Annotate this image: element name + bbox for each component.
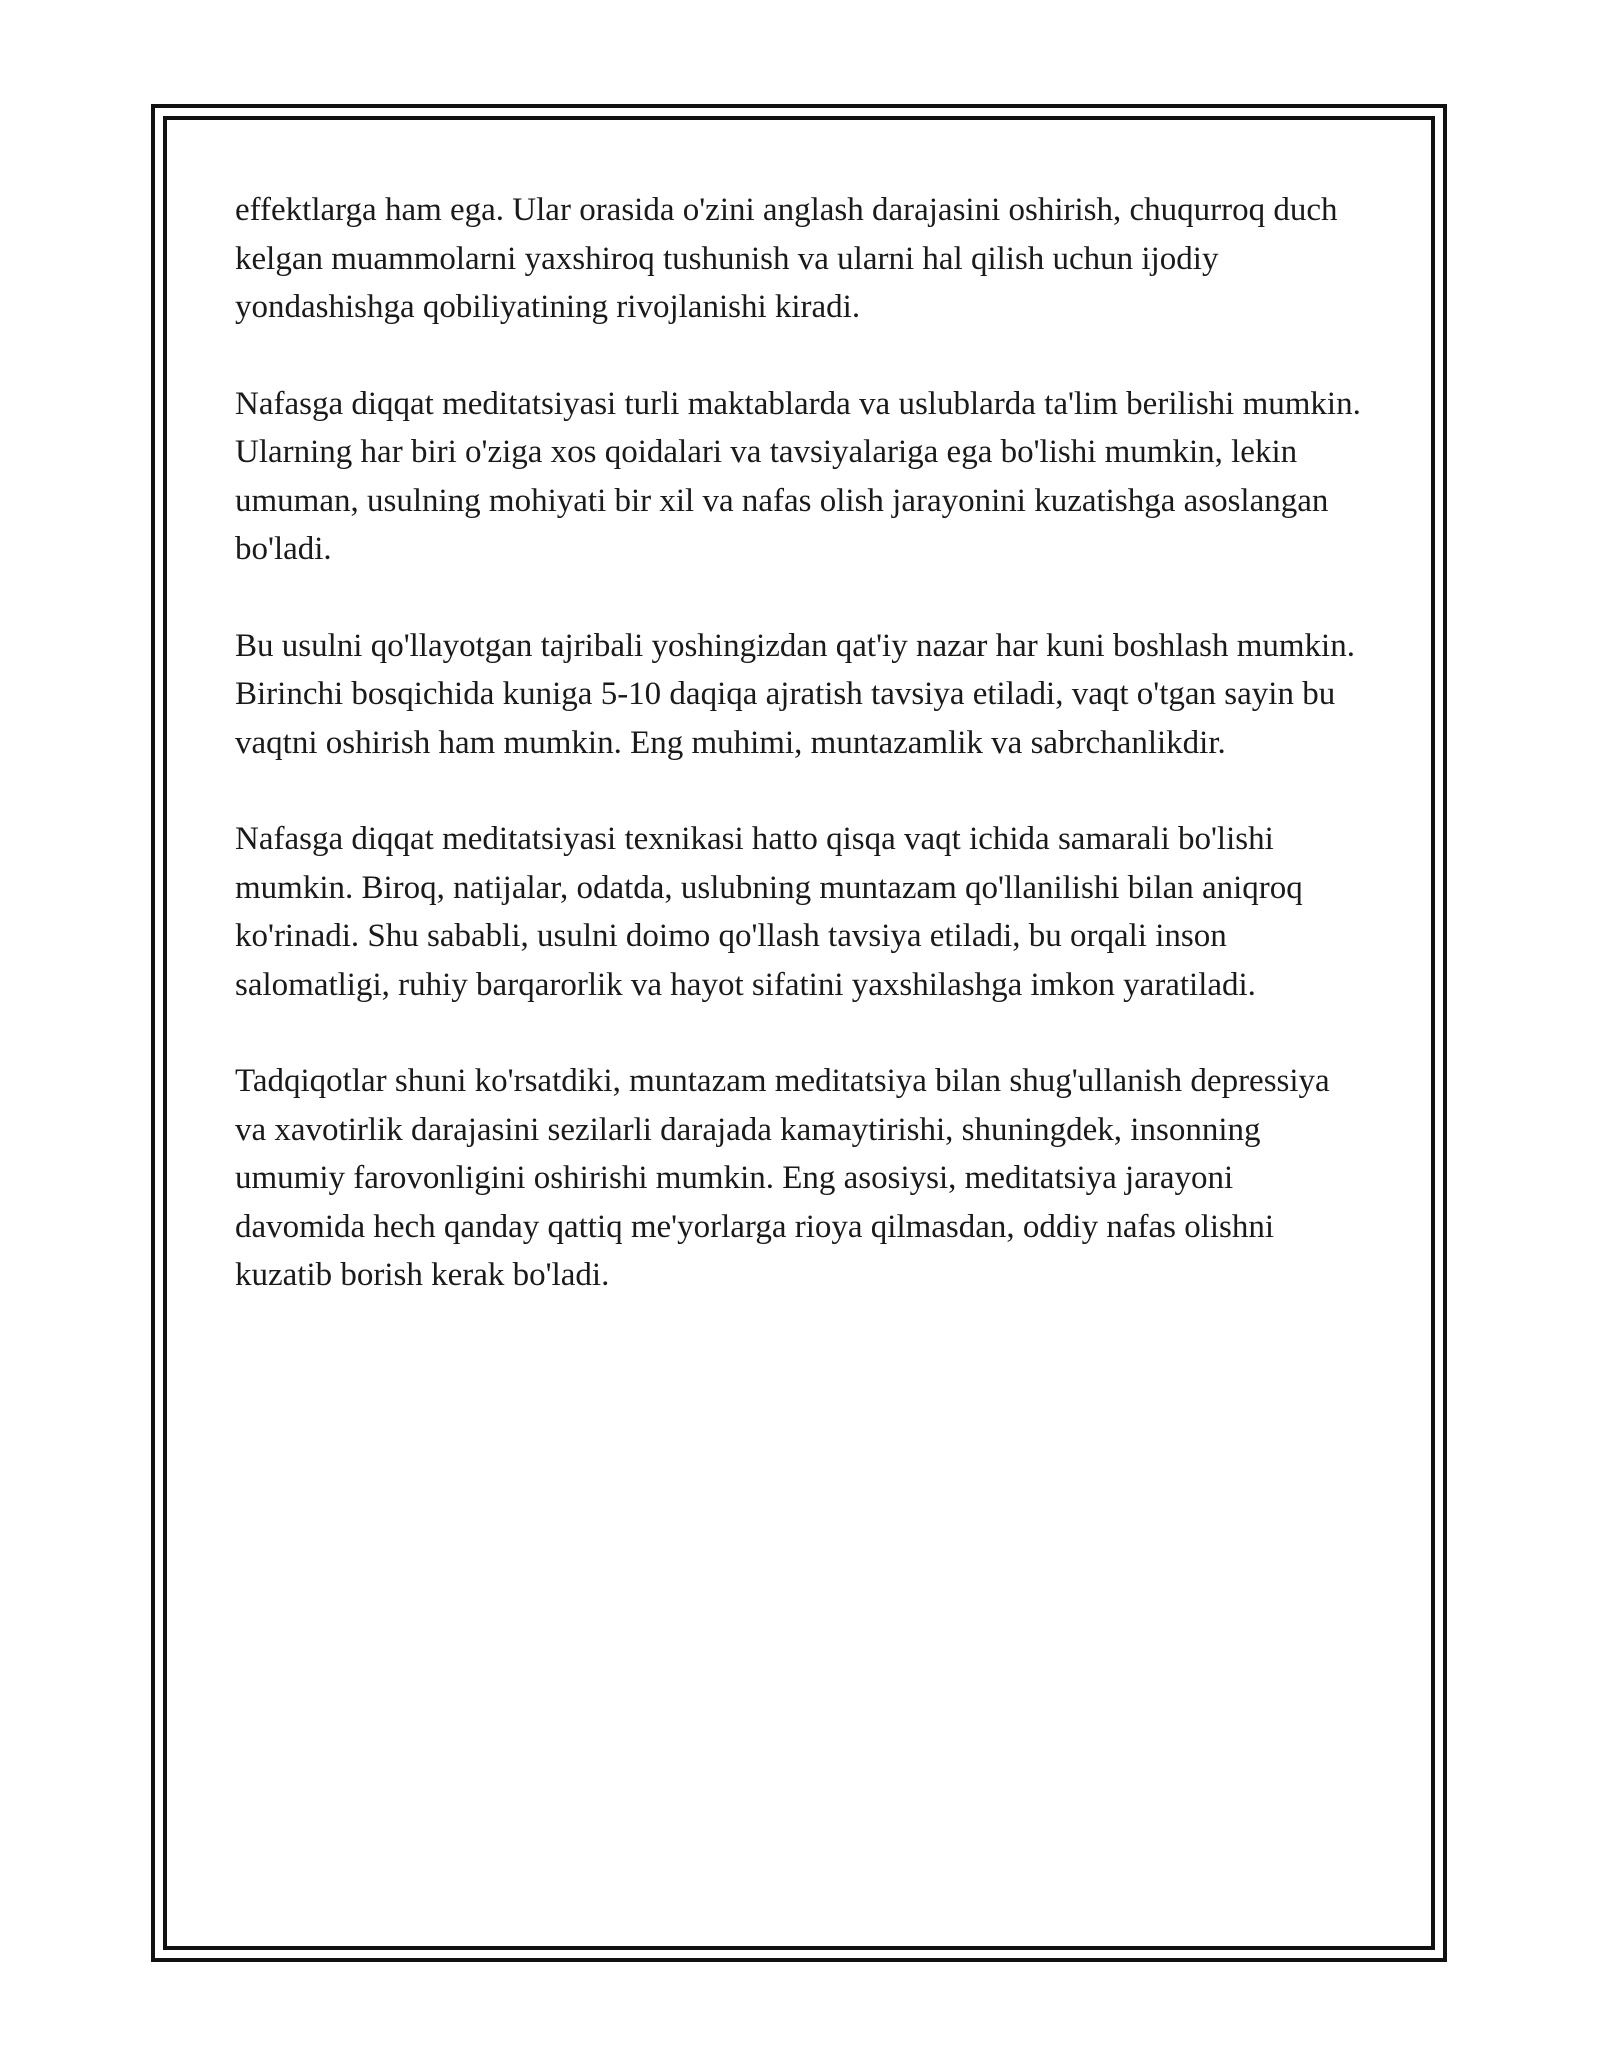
document-body [235,186,1365,1300]
paragraph-1: effektlarga ham ega. Ular orasida o'zini anglash darajasini oshirish, chuqurroq duch kelgan muammolarni yaxshiroq tushunish va ularni hal qilish uchun ijodiy yondashishga qobiliyatining rivojlanishi kiradi. [235,192,1338,325]
paragraph-2: Nafasga diqqat meditatsiyasi turli maktablarda va uslublarda ta'lim berilishi mumkin. Ularning har biri o'ziga xos qoidalari va tavsiyalariga ega bo'lishi mumkin, lekin umuman, usulning mohiyati bir xil va nafas olish jarayonini kuzatishga asoslangan bo'ladi. [235,385,1361,567]
paragraph-4: Nafasga diqqat meditatsiyasi texnikasi hatto qisqa vaqt ichida samarali bo'lishi mumkin. Biroq, natijalar, odatda, uslubning muntazam qo'llanilishi bilan aniqroq ko'rinadi. Shu sababli, usulni doimo qo'llash tavsiya etiladi, bu orqali inson salomatligi, ruhiy barqarorlik va hayot sifatini yaxshilashga imkon yaratiladi. [235,821,1303,1003]
paragraph-3: Bu usulni qo'llayotgan tajribali yoshingizdan qat'iy nazar har kuni boshlash mumkin. Birinchi bosqichida kuniga 5-10 daqiqa ajratish tavsiya etiladi, vaqt o'tgan sayin bu vaqtni oshirish ham mumkin. Eng muhimi, muntazamlik va sabrchanlikdir. [235,627,1355,761]
paragraph-5: Tadqiqotlar shuni ko'rsatdiki, muntazam meditatsiya bilan shug'ullanish depressiya va xavotirlik darajasini sezilarli darajada kamaytirishi, shuningdek, insonning umumiy farovonligini oshirishi mumkin. Eng asosiysi, meditatsiya jarayoni davomida hech qanday qattiq me'yorlarga rioya qilmasdan, oddiy nafas olishni kuzatib borish kerak bo'ladi. [235,1063,1330,1293]
